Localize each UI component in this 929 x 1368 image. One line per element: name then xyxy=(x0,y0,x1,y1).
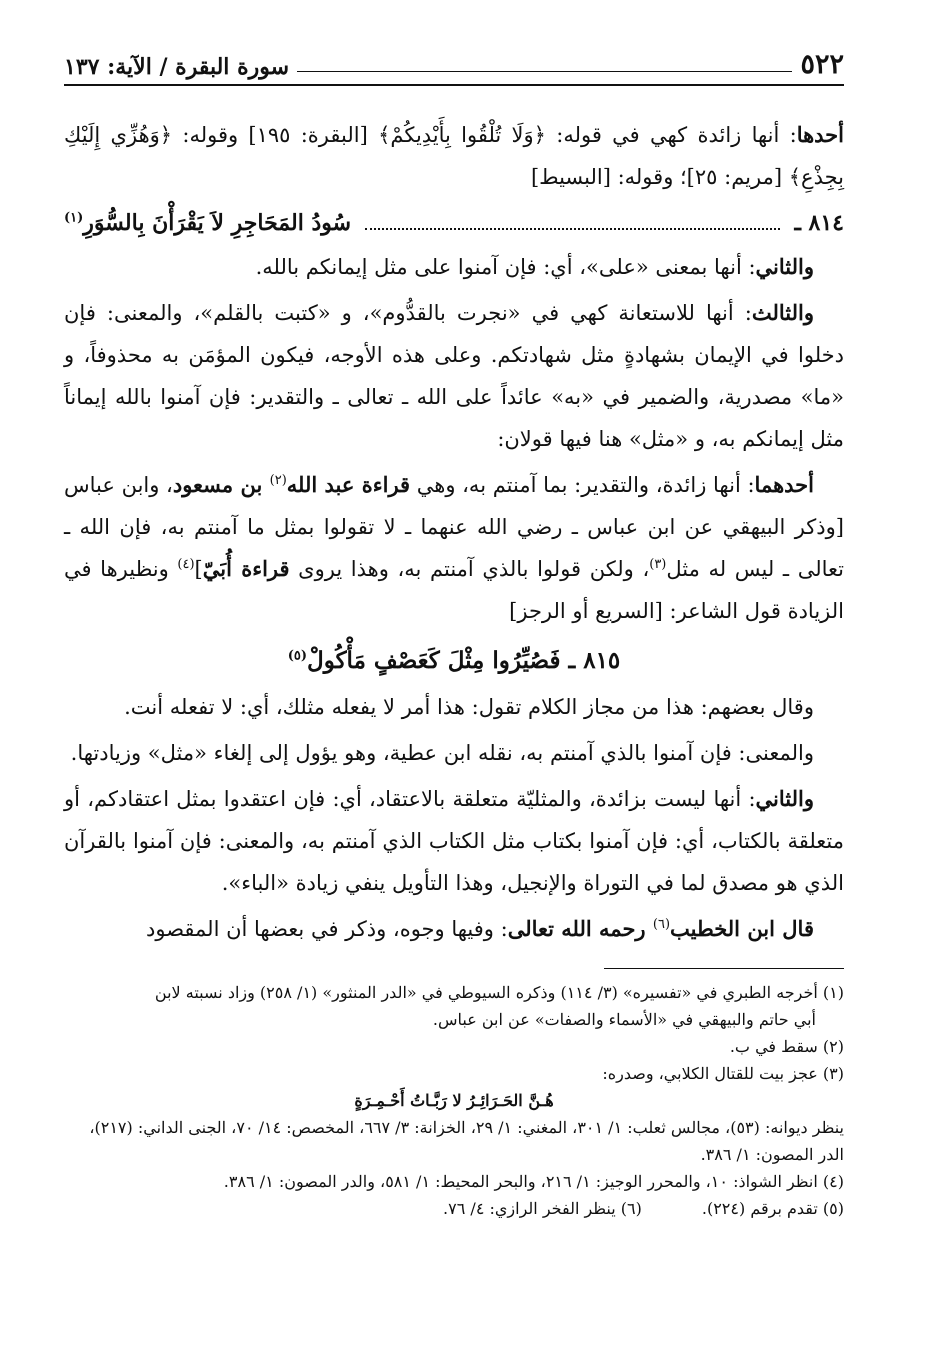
header-rule xyxy=(64,84,844,86)
paragraph-text: ، وابن عباس [وذكر البيهقي عن ابن عباس ـ رضي الله عنهما ـ لا تقولوا بمثل ما آمنتم به، فإن الله ـ تعالى ـ ليس له مثل xyxy=(64,473,844,581)
paragraph-text: : أنها للاستعانة كهي في «نجرت بالقدُّوم»، و «كتبت بالقلم»، والمعنى: فإن دخلوا في الإيمان بشهادةٍ مثل شهادتكم. وعلى هذه الأوجه، فيكون المؤمَن به محذوفاً، و «ما» مصدرية، والضمير في «به» عائداً على الله ـ تعالى ـ والتقدير: فإن آمنوا بالله إيماناً مثل إيمانكم به، و «مثل» هنا فيها قولان: xyxy=(64,301,844,451)
footnote-ref: (٣) xyxy=(649,557,667,572)
paragraph-text: ، ولكن قولوا بالذي آمنتم به، وهذا يروى xyxy=(289,557,650,581)
footnote-row xyxy=(64,1195,844,1222)
footnote-5: (٥) تقدم برقم (٢٢٤). xyxy=(701,1199,844,1218)
footnote-ref: (٦) xyxy=(652,917,671,932)
bold-phrase: بن مسعود xyxy=(172,472,270,497)
paragraph xyxy=(64,778,844,904)
verse-815 xyxy=(64,636,844,686)
verse-dots xyxy=(365,228,780,230)
paragraph xyxy=(64,464,844,632)
main-text xyxy=(64,114,844,950)
footnote-rule xyxy=(604,968,844,969)
footnotes xyxy=(64,979,844,1222)
footnote-3-verse: هُـنَّ الحَـرَائِـرُ لا رَبَّـاتُ أَحْـمِـرَةٍ xyxy=(354,1091,554,1110)
paragraph-text: : أنها بمعنى «على»، أي: فإن آمنوا على مثل إيمانكم بالله. xyxy=(255,255,756,279)
paragraph-lead: والثاني xyxy=(755,786,814,811)
footnote-2: (٢) سقط في ب. xyxy=(729,1037,844,1056)
paragraph xyxy=(64,292,844,460)
paragraph-lead: قال ابن الخطيب xyxy=(670,916,814,941)
bold-phrase: قراءة أُبَيّ xyxy=(202,556,290,581)
page xyxy=(64,40,844,1222)
paragraph-lead: رحمه الله تعالى xyxy=(507,916,653,941)
verse-number: ٨١٤ ـ xyxy=(794,210,844,236)
footnote-1: (١) أخرجه الطبري في «تفسيره» (٣/ ١١٤) وذكره السيوطي في «الدر المنثور» (١/ ٢٥٨) وزاد نسبته لابن xyxy=(154,983,844,1002)
footnote-ref: (٢) xyxy=(269,473,287,488)
verse-814 xyxy=(64,202,844,246)
paragraph-text: : أنها ليست بزائدة، والمثليّة متعلقة بالاعتقاد، أي: فإن اعتقدوا بمثل اعتقادكم، أو متعلقة بالكتاب، أي: فإن آمنوا بكتاب مثل الكتاب الذي آمنتم به، والمعنى: فإن آمنوا بالقرآن الذي هو مصدق لما في التوراة والإنجيل، وهذا التأويل ينفي زيادة «الباء». xyxy=(64,787,844,895)
paragraph xyxy=(64,114,844,198)
paragraph-lead: أحدهما xyxy=(754,472,814,497)
header-dash xyxy=(297,71,792,72)
footnote-4: (٤) انظر الشواذ: ١٠، والمحرر الوجيز: ١/ ٢١٦، والبحر المحيط: ١/ ٥٨١، والدر المصون: ١/ ٣٨٦. xyxy=(223,1172,844,1191)
verse-text: سُودُ المَحَاجِرِ لاَ يَقْرَأْنَ بِالسُّوَرِ xyxy=(83,210,352,236)
footnote-ref: (٥) xyxy=(287,648,308,664)
paragraph-lead: والثالث xyxy=(751,300,814,325)
running-title: سورة البقرة / الآية: ١٣٧ xyxy=(64,54,290,80)
footnote-ref: (٤) xyxy=(177,557,195,572)
paragraph: والمعنى: فإن آمنوا بالذي آمنتم به، نقله ابن عطية، وهو يؤول إلى إلغاء «مثل» وزيادتها. xyxy=(70,741,814,765)
verse-text-wrap xyxy=(64,202,351,244)
page-number: ٥٢٢ xyxy=(800,49,844,80)
paragraph-text: : أنها زائدة، والتقدير: بما آمنتم به، وهي xyxy=(410,473,755,497)
paragraph: وقال بعضهم: هذا من مجاز الكلام تقول: هذا أمر لا يفعله مثلك، أي: لا تفعله أنت. xyxy=(124,695,814,719)
footnote-1-cont: أبي حاتم والبيهقي في «الأسماء والصفات» عن ابن عباس. xyxy=(432,1010,816,1029)
paragraph xyxy=(64,908,844,950)
paragraph-lead: أحدها xyxy=(796,122,844,147)
footnote-ref: (١) xyxy=(64,210,84,226)
verse-text: ٨١٥ ـ فَصُيِّرُوا مِثْلَ كَعَصْفٍ مَأْكُولْ xyxy=(307,647,621,674)
footnote-3: (٣) عجز بيت للقتال الكلابي، وصدره: xyxy=(602,1064,844,1083)
paragraph-text: : أنها زائدة كهي في قوله: ﴿وَلَا تُلْقُوا بِأَيْدِيكُمْ﴾ [البقرة: ١٩٥] وقوله: ﴿وَهُزِّي إِلَيْكِ بِجِذْعِ﴾ [مريم: ٢٥]؛ وقوله: [البسيط] xyxy=(64,123,844,189)
paragraph-text: : وفيها وجوه، وذكر في بعضها أن المقصود xyxy=(146,917,508,941)
footnote-3-sources: ينظر ديوانه: (٥٣)، مجالس ثعلب: ١/ ٣٠١، المغني: ١/ ٢٩، الخزانة: ٣/ ٦٦٧، المخصص: ١٤/ ٧٠، الجنى الداني: (٢١٧)، الدر المصون: ١/ ٣٨٦. xyxy=(89,1118,844,1164)
paragraph-lead: والثاني xyxy=(755,254,814,279)
paragraph-text: ] xyxy=(194,557,203,581)
paragraph-text: ونظيرها في الزيادة قول الشاعر: [السريع أو الرجز] xyxy=(64,557,844,623)
bold-phrase: قراءة عبد الله xyxy=(286,472,411,497)
paragraph xyxy=(64,246,844,288)
footnote-6: (٦) ينظر الفخر الرازي: ٤/ ٧٦. xyxy=(443,1199,642,1218)
page-header xyxy=(64,40,844,80)
